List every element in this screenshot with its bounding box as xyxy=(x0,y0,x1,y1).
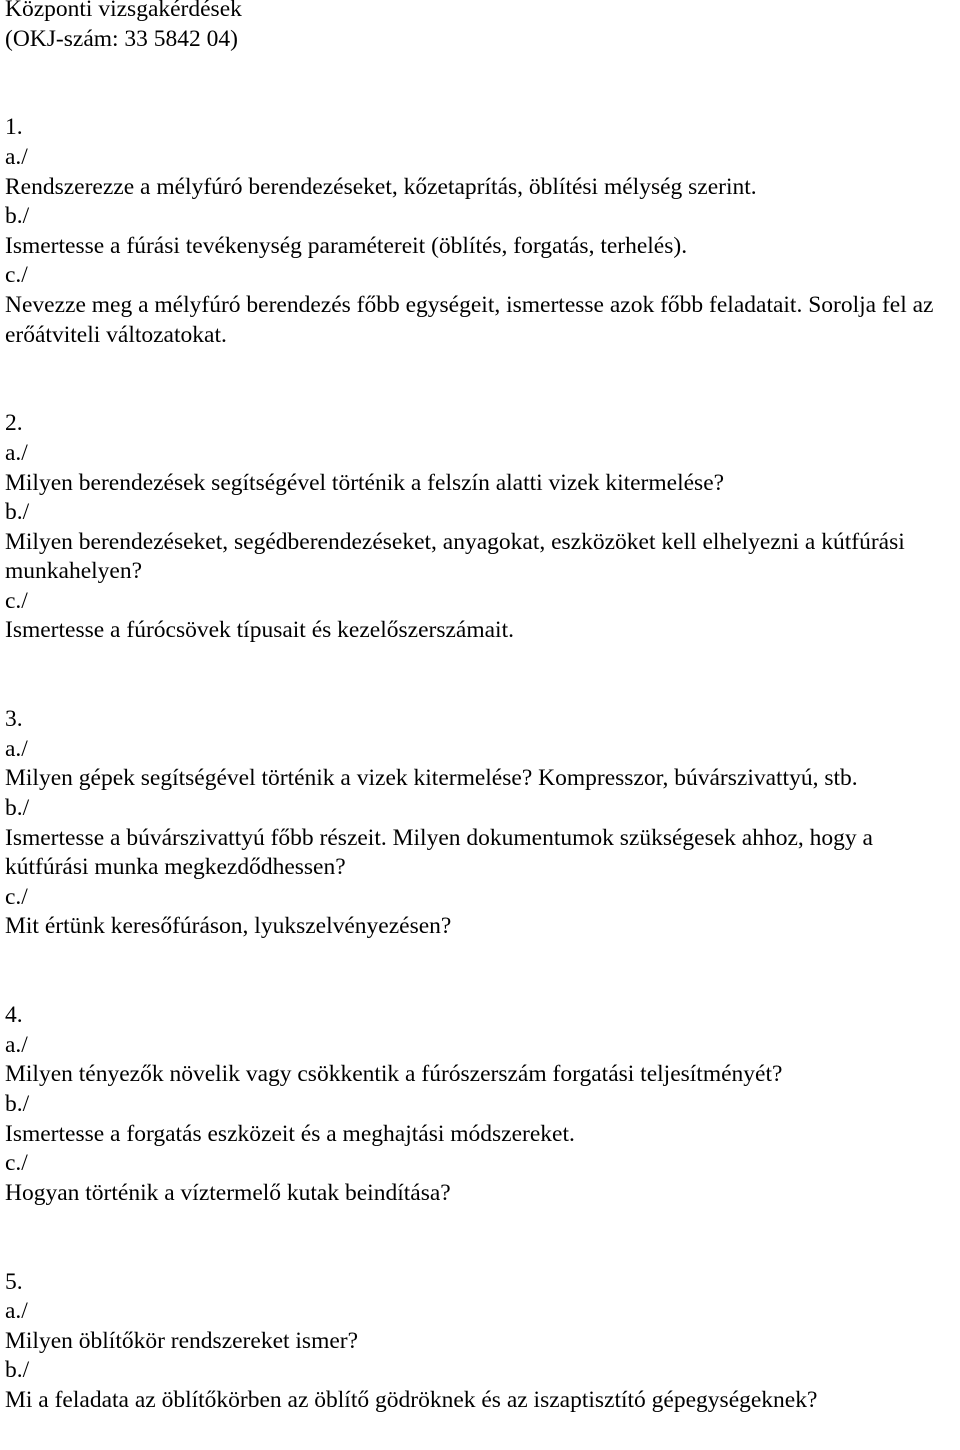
part-label: b./ xyxy=(5,499,30,526)
spacer xyxy=(5,380,957,410)
document-subtitle: (OKJ-szám: 33 5842 04) xyxy=(5,25,239,52)
part-text: Milyen öblítőkör rendszereket ismer? xyxy=(5,1327,359,1354)
part-text: Nevezze meg a mélyfúró berendezés főbb egységeit, ismertesse azok főbb feladatait. Sorolja fel az erőátviteli változatokat. xyxy=(5,291,934,348)
document-title: Központi vizsgakérdések xyxy=(5,0,242,22)
spacer xyxy=(5,646,957,676)
part-text: Ismertesse a forgatás eszközeit és a meghajtási módszereket. xyxy=(5,1120,575,1147)
part-label: b./ xyxy=(5,1357,30,1384)
question-block xyxy=(5,113,957,350)
question-number: 1. xyxy=(5,114,23,141)
spacer xyxy=(5,1238,957,1268)
spacer xyxy=(5,1208,957,1238)
part-label: a./ xyxy=(5,143,28,170)
part-text: Ismertesse a fúrási tevékenység paramétereit (öblítés, forgatás, terhelés). xyxy=(5,232,688,259)
part-label: b./ xyxy=(5,795,30,822)
question-block xyxy=(5,409,957,646)
spacer xyxy=(5,84,957,114)
question-number: 3. xyxy=(5,706,23,733)
part-text: Ismertesse a búvárszivattyú főbb részeit. Milyen dokumentumok szükségesek ahhoz, hogy a kútfúrási munka megkezdődhessen? xyxy=(5,824,873,881)
question-block xyxy=(5,1001,957,1208)
part-text: Milyen berendezéseket, segédberendezéseket, anyagokat, eszközöket kell elhelyezni a kútfúrási munkahelyen? xyxy=(5,528,905,585)
spacer xyxy=(5,942,957,972)
question-number: 5. xyxy=(5,1268,23,1295)
question-block xyxy=(5,1268,957,1416)
part-text: Ismertesse a fúrócsövek típusait és kezelőszerszámait. xyxy=(5,617,514,644)
spacer xyxy=(5,972,957,1002)
spacer xyxy=(5,676,957,706)
part-text: Milyen tényezők növelik vagy csökkentik a fúrószerszám forgatási teljesítményét? xyxy=(5,1061,783,1088)
question-block xyxy=(5,705,957,942)
part-text: Milyen berendezések segítségével történik a felszín alatti vizek kitermelése? xyxy=(5,469,725,496)
spacer xyxy=(5,350,957,380)
part-label: c./ xyxy=(5,883,28,910)
part-label: a./ xyxy=(5,735,28,762)
part-text: Mi a feladata az öblítőkörben az öblítő gödröknek és az iszaptisztító gépegységeknek? xyxy=(5,1386,818,1413)
part-label: a./ xyxy=(5,1031,28,1058)
part-label: c./ xyxy=(5,262,28,289)
part-text: Milyen gépek segítségével történik a vizek kitermelése? Kompresszor, búvárszivattyú, stb. xyxy=(5,765,858,792)
part-text: Rendszerezze a mélyfúró berendezéseket, kőzetaprítás, öblítési mélység szerint. xyxy=(5,173,757,200)
part-label: c./ xyxy=(5,1150,28,1177)
part-label: b./ xyxy=(5,203,30,230)
part-text: Hogyan történik a víztermelő kutak beindítása? xyxy=(5,1179,451,1206)
document-page xyxy=(5,0,957,1416)
part-label: a./ xyxy=(5,439,28,466)
part-label: a./ xyxy=(5,1298,28,1325)
part-label: c./ xyxy=(5,587,28,614)
question-number: 4. xyxy=(5,1002,23,1029)
question-number: 2. xyxy=(5,410,23,437)
part-label: b./ xyxy=(5,1090,30,1117)
spacer xyxy=(5,54,957,84)
part-text: Mit értünk keresőfúráson, lyukszelvényezésen? xyxy=(5,913,452,940)
